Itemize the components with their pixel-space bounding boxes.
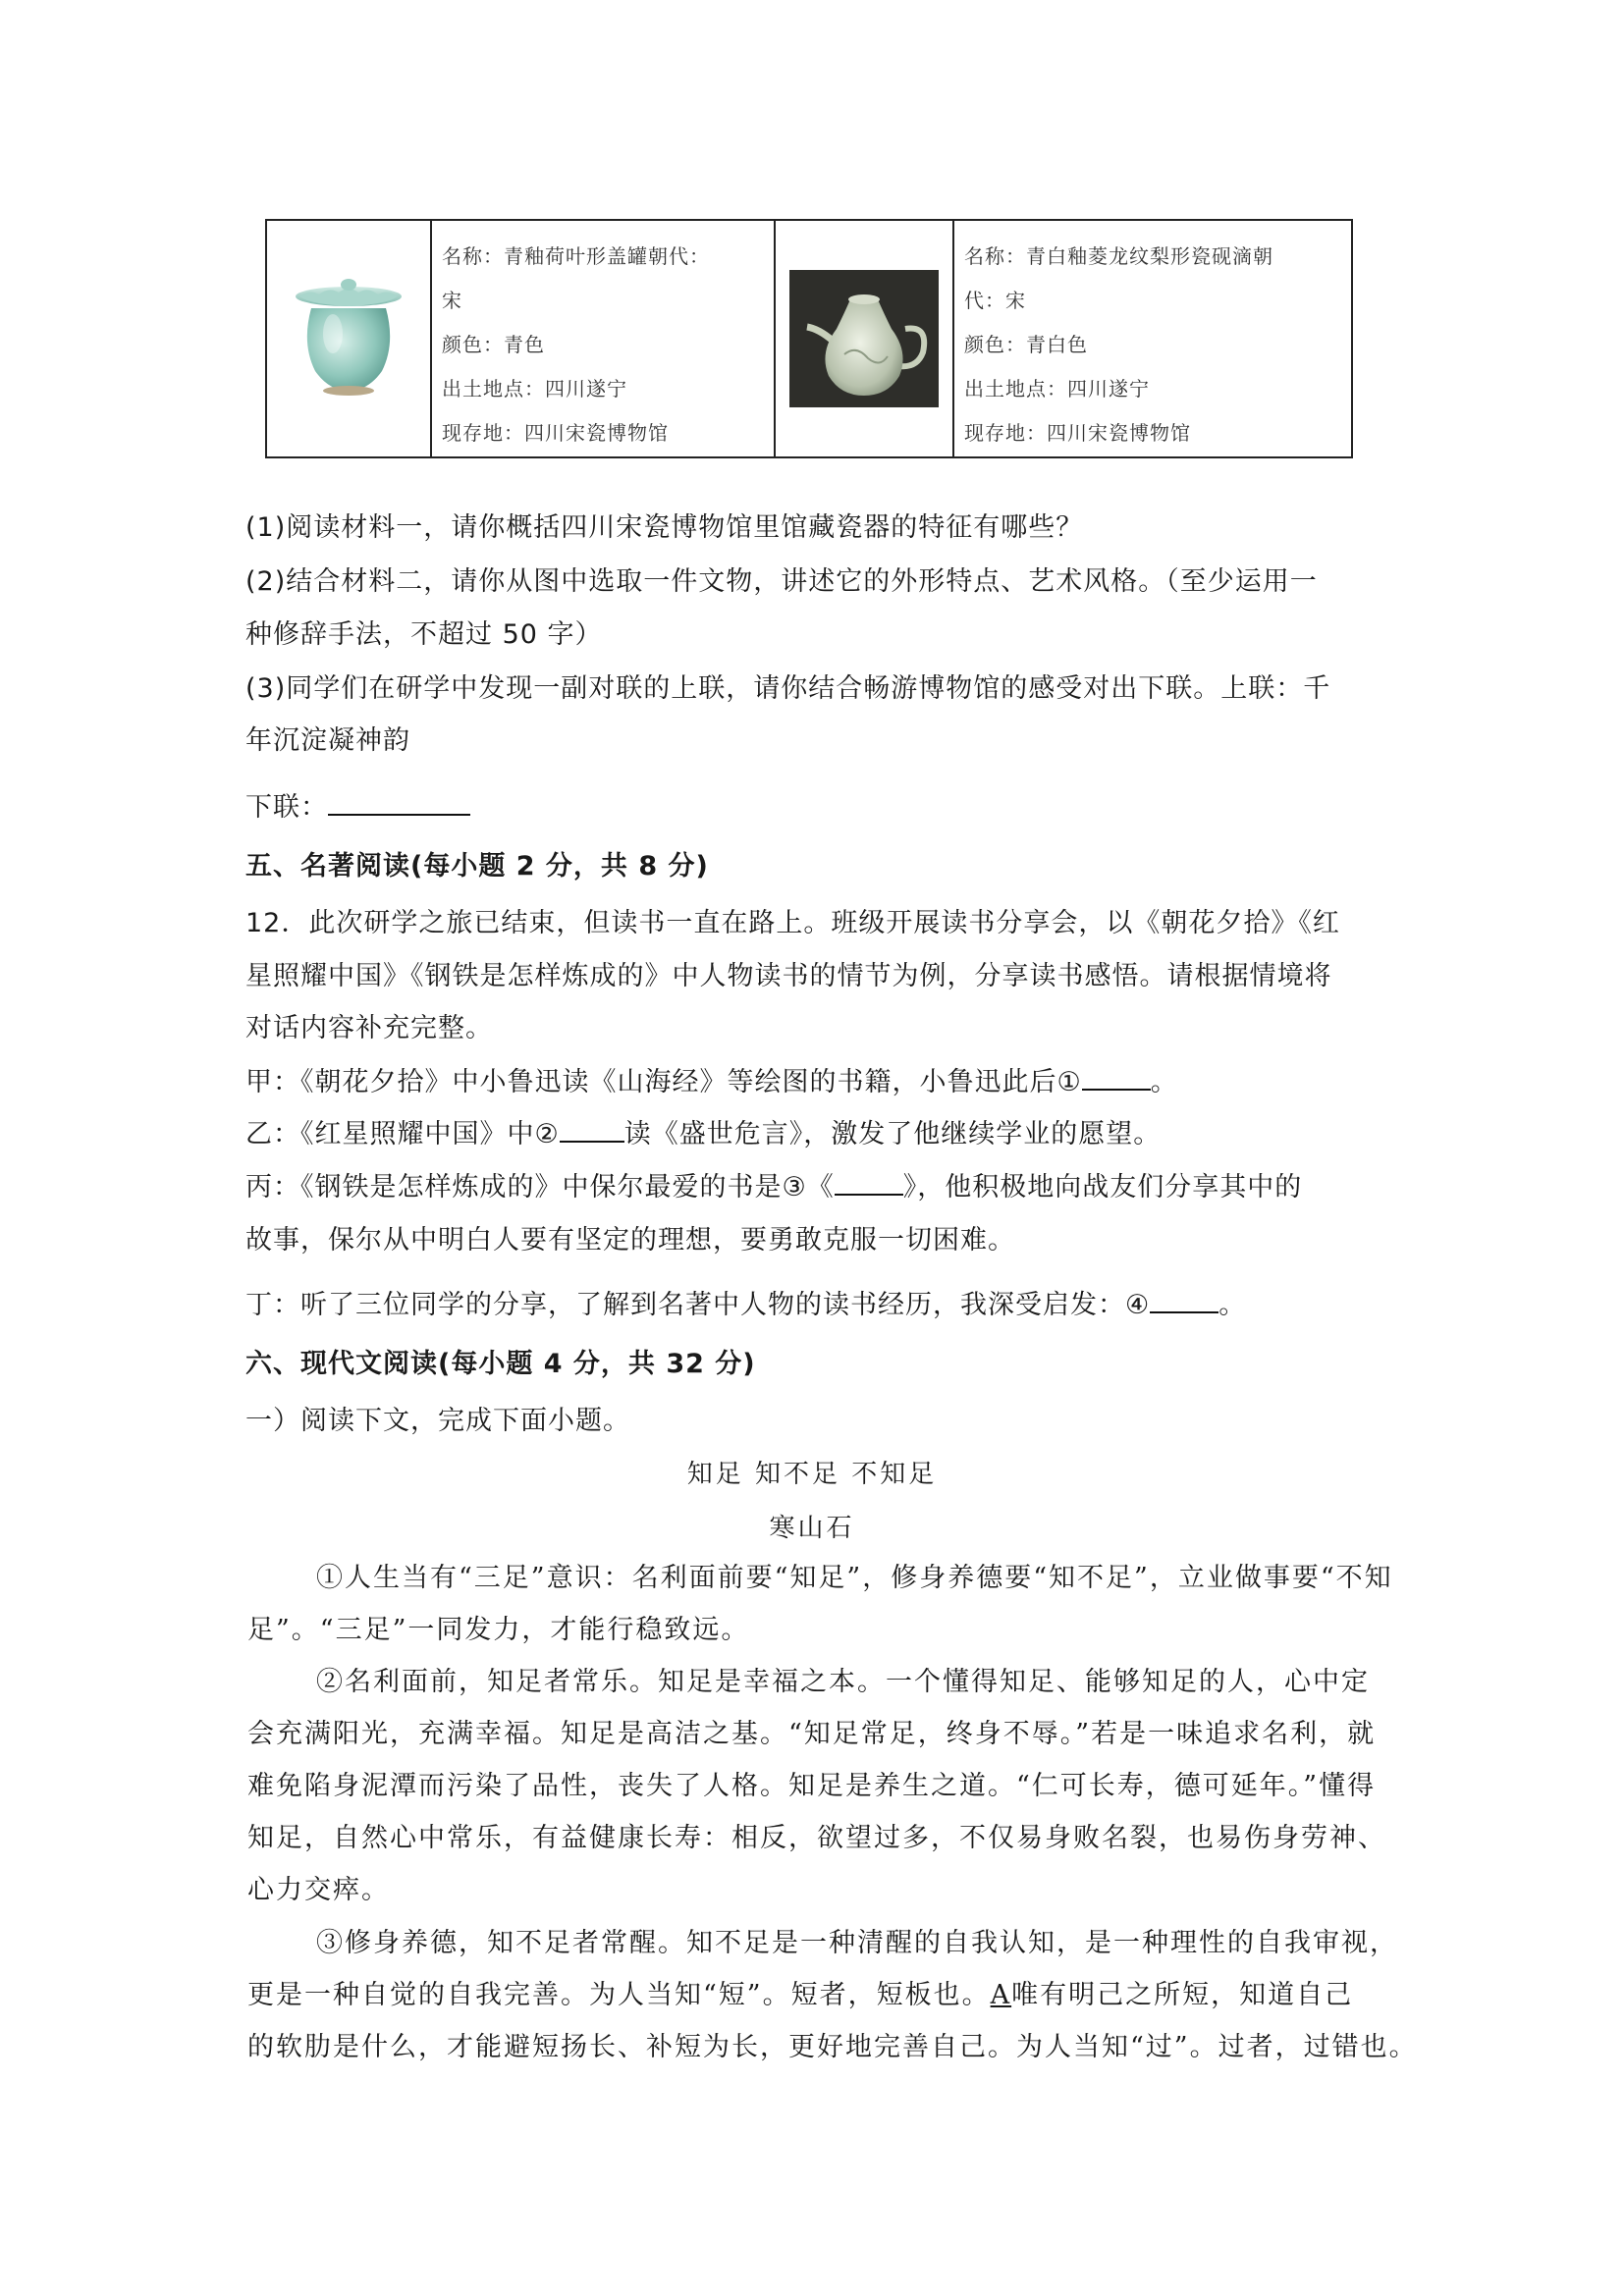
q12-line-1: 12．此次研学之旅已结束，但读书一直在路上。班级开展读书分享会，以《朝花夕拾》《红 bbox=[245, 908, 1340, 938]
q12-line-2: 星照耀中国》《钢铁是怎样炼成的》中人物读书的情节为例，分享读书感悟。请根据情境将 bbox=[245, 961, 1332, 991]
dialogue-bing-mid: 》，他积极地向战友们分享其中的 bbox=[902, 1172, 1303, 1202]
question-2-line-2: 种修辞手法，不超过 50 字） bbox=[245, 619, 603, 650]
blank-1[interactable] bbox=[1082, 1063, 1151, 1091]
para-2-line-3: 难免陷身泥潭而污染了品性，丧失了人格。知足是养生之道。“仁可长寿，德可延年。”懂得 bbox=[247, 1771, 1377, 1801]
dialogue-ding-text: 丁：听了三位同学的分享，了解到名著中人物的读书经历，我深受启发：④ bbox=[245, 1290, 1151, 1320]
artifact-table bbox=[265, 219, 1353, 458]
dialogue-bing-line-2: 故事，保尔从中明白人要有坚定的理想，要勇敢克服一切困难。 bbox=[245, 1225, 1015, 1255]
artifact-1-site: 出土地点：四川遂宁 bbox=[442, 377, 627, 400]
artifact-1-name: 名称：青釉荷叶形盖罐朝代： bbox=[442, 244, 710, 268]
blank-4[interactable] bbox=[1150, 1286, 1218, 1313]
dialogue-yi-text: 乙：《红星照耀中国》中② bbox=[245, 1119, 560, 1149]
para-3-text-b: 唯有明己之所短，知道自己 bbox=[1011, 1980, 1354, 2010]
dialogue-ding bbox=[245, 1286, 1246, 1325]
para-2-line-1: ②名利面前，知足者常乐。知足是幸福之本。一个懂得知足、能够知足的人，心中定 bbox=[316, 1667, 1370, 1697]
para-3-line-3: 的软肋是什么，才能避短扬长、补短为长，更好地完善自己。为人当知“过”。过者，过错也。 bbox=[247, 2032, 1418, 2062]
question-1: (1)阅读材料一，请你概括四川宋瓷博物馆里馆藏瓷器的特征有哪些？ bbox=[245, 512, 1084, 543]
artifact-1-info bbox=[432, 221, 776, 456]
para-2-line-4: 知足，自然心中常乐，有益健康长寿：相反，欲望过多，不仅易身败名裂，也易伤身劳神、 bbox=[247, 1823, 1386, 1853]
section-6-heading: 六、现代文阅读(每小题 4 分，共 32 分) bbox=[245, 1349, 756, 1379]
para-2-line-5: 心力交瘁。 bbox=[247, 1875, 390, 1905]
dialogue-jia bbox=[245, 1063, 1178, 1102]
para-1-line-2: 足”。“三足”一同发力，才能行稳致远。 bbox=[247, 1615, 750, 1645]
question-3-line-1: (3)同学们在研学中发现一副对联的上联，请你结合畅游博物馆的感受对出下联。上联：千 bbox=[245, 673, 1331, 704]
artifact-2-site: 出土地点：四川遂宁 bbox=[964, 377, 1150, 400]
artifact-2-dynasty: 代：宋 bbox=[964, 289, 1026, 312]
blank-3[interactable] bbox=[835, 1168, 903, 1196]
dialogue-yi-end: 读《盛世危言》，激发了他继续学业的愿望。 bbox=[623, 1119, 1162, 1149]
para-2-line-2: 会充满阳光，充满幸福。知足是高洁之基。“知足常足，终身不辱。”若是一味追求名利，就 bbox=[247, 1719, 1377, 1749]
question-3-line-2: 年沉淀凝神韵 bbox=[245, 725, 410, 756]
artifact-1-location: 现存地：四川宋瓷博物馆 bbox=[442, 421, 669, 445]
celadon-lidded-jar-image bbox=[290, 265, 407, 412]
essay-author: 寒山石 bbox=[769, 1514, 855, 1543]
dialogue-jia-end: 。 bbox=[1150, 1067, 1178, 1097]
dialogue-bing-line-1 bbox=[245, 1168, 1302, 1207]
dialogue-jia-text: 甲：《朝花夕拾》中小鲁迅读《山海经》等绘图的书籍，小鲁迅此后① bbox=[245, 1067, 1082, 1097]
artifact-2-name: 名称：青白釉菱龙纹梨形瓷砚滴朝 bbox=[964, 244, 1273, 268]
artifact-1-dynasty: 宋 bbox=[442, 289, 462, 312]
couplet-answer-blank[interactable] bbox=[328, 788, 470, 816]
section-5-heading: 五、名著阅读(每小题 2 分，共 8 分) bbox=[245, 851, 709, 881]
artifact-2-info bbox=[954, 221, 1351, 456]
artifact-2-image-cell bbox=[776, 221, 954, 456]
para-1-line-1: ①人生当有“三足”意识：名利面前要“知足”，修身养德要“知不足”，立业做事要“不知 bbox=[316, 1563, 1393, 1593]
q12-line-3: 对话内容补充完整。 bbox=[245, 1013, 493, 1043]
para-3-text-a: 更是一种自觉的自我完善。为人当知“短”。短者，短板也。 bbox=[247, 1980, 991, 2010]
para-3-line-1: ③修身养德，知不足者常醒。知不足是一种清醒的自我认知，是一种理性的自我审视， bbox=[316, 1928, 1398, 1958]
para-3-line-2 bbox=[247, 1976, 1353, 2015]
dialogue-ding-end: 。 bbox=[1218, 1290, 1247, 1320]
marker-a: A bbox=[990, 1980, 1012, 2010]
dialogue-bing-text: 丙：《钢铁是怎样炼成的》中保尔最爱的书是③《 bbox=[245, 1172, 835, 1202]
artifact-2-location: 现存地：四川宋瓷博物馆 bbox=[964, 421, 1191, 445]
couplet-answer-line bbox=[245, 788, 470, 828]
artifact-2-color: 颜色：青白色 bbox=[964, 333, 1088, 356]
reading-intro: 一）阅读下文，完成下面小题。 bbox=[245, 1406, 630, 1436]
artifact-1-image-cell bbox=[267, 221, 432, 456]
dialogue-yi bbox=[245, 1115, 1161, 1154]
question-2-line-1: (2)结合材料二，请你从图中选取一件文物，讲述它的外形特点、艺术风格。（至少运用一 bbox=[245, 566, 1318, 597]
couplet-answer-label: 下联： bbox=[245, 792, 328, 823]
artifact-1-color: 颜色：青色 bbox=[442, 333, 545, 356]
qingbai-ewer-image bbox=[789, 270, 939, 407]
essay-title: 知足 知不足 不知足 bbox=[686, 1460, 938, 1489]
blank-2[interactable] bbox=[560, 1115, 624, 1143]
